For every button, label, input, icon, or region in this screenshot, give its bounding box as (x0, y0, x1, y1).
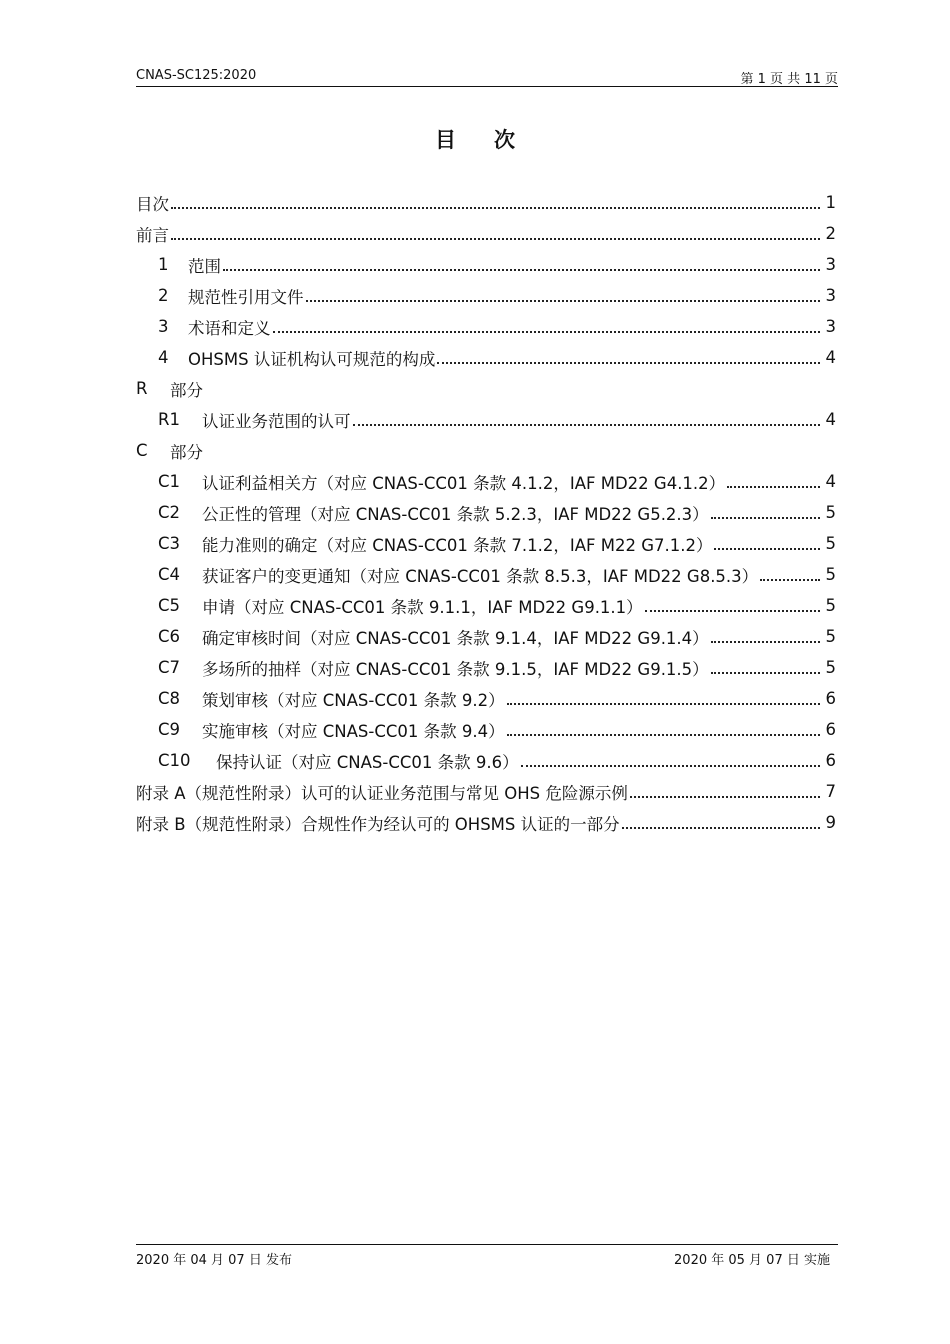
toc-entry-number: C6 (158, 627, 181, 646)
toc-entry-page: 9 (825, 813, 836, 832)
toc-entry-page: 7 (825, 782, 836, 801)
toc-entry-page: 5 (825, 627, 836, 646)
toc-leader-dots (521, 765, 820, 767)
toc-leader-dots (171, 238, 820, 240)
toc-entry[interactable] (136, 652, 836, 683)
toc-entry-label: 认证利益相关方（对应 CNAS-CC01 条款 4.1.2，IAF MD22 G4.1.2） (202, 473, 726, 493)
page-header (136, 66, 838, 87)
toc-entry-page: 3 (825, 317, 836, 336)
toc-entry[interactable] (136, 466, 836, 497)
toc-entry-number: R1 (158, 410, 180, 429)
toc-entry-number: 3 (158, 317, 169, 336)
toc-entry[interactable] (136, 497, 836, 528)
toc-entry-page: 4 (825, 410, 836, 429)
toc-leader-dots (171, 207, 820, 209)
toc-entry-number: C10 (158, 751, 191, 770)
toc-entry[interactable] (136, 776, 836, 807)
toc-entry-label: 公正性的管理（对应 CNAS-CC01 条款 5.2.3，IAF MD22 G5.2.3） (202, 504, 709, 524)
toc-entry-page: 1 (825, 193, 836, 212)
toc-entry-page: 5 (825, 534, 836, 553)
toc-entry-page: 6 (825, 720, 836, 739)
toc-entry-number: C4 (158, 565, 181, 584)
toc-leader-dots (507, 734, 820, 736)
toc-entry-page: 5 (825, 565, 836, 584)
toc-leader-dots (714, 548, 820, 550)
toc-entry-number: C3 (158, 534, 181, 553)
toc-entry-label: 认证业务范围的认可 (202, 411, 351, 431)
toc-entry[interactable] (136, 807, 836, 838)
toc-entry-number: C5 (158, 596, 181, 615)
toc-leader-dots (437, 362, 820, 364)
toc-entry-label: 多场所的抽样（对应 CNAS-CC01 条款 9.1.5，IAF MD22 G9.1.5） (202, 659, 709, 679)
page-info: 第 1 页 共 11 页 (740, 72, 838, 87)
toc-leader-dots (711, 672, 820, 674)
toc-leader-dots (630, 796, 820, 798)
toc-leader-dots (622, 827, 820, 829)
toc-entry-label: 获证客户的变更通知（对应 CNAS-CC01 条款 8.5.3，IAF MD22 G8.5.3） (202, 566, 759, 586)
toc-entry-page: 3 (825, 286, 836, 305)
implement-date: 2020 年 05 月 07 日 实施 (674, 1253, 830, 1268)
toc-entry[interactable] (136, 435, 836, 466)
publish-date: 2020 年 04 月 07 日 发布 (136, 1253, 292, 1268)
toc-leader-dots (223, 269, 820, 271)
toc-entry-label: 目次 (136, 194, 169, 214)
toc-entry-label: 部分 (170, 442, 203, 462)
toc-entry[interactable] (136, 218, 836, 249)
toc-entry-label: 前言 (136, 225, 169, 245)
toc-entry-label: 范围 (188, 256, 221, 276)
toc-leader-dots (711, 641, 820, 643)
toc-entry[interactable] (136, 559, 836, 590)
toc-leader-dots (353, 424, 821, 426)
toc-entry-number: C (136, 441, 148, 460)
toc-entry-number: R (136, 379, 148, 398)
page-title: 目次 (435, 128, 553, 152)
page-footer (136, 1244, 838, 1267)
toc-entry-label: 术语和定义 (188, 318, 271, 338)
toc-entry[interactable] (136, 745, 836, 776)
toc-entry-number: C2 (158, 503, 181, 522)
toc-entry-label: 确定审核时间（对应 CNAS-CC01 条款 9.1.4，IAF MD22 G9.1.4） (202, 628, 709, 648)
toc-entry-page: 5 (825, 596, 836, 615)
toc-entry[interactable] (136, 280, 836, 311)
document-code: CNAS-SC125:2020 (136, 68, 257, 83)
toc-entry-label: 能力准则的确定（对应 CNAS-CC01 条款 7.1.2，IAF M22 G7.1.2） (202, 535, 713, 555)
toc-leader-dots (645, 610, 820, 612)
toc-entry-page: 2 (825, 224, 836, 243)
toc-entry-number: 4 (158, 348, 169, 367)
toc-entry-label: 规范性引用文件 (188, 287, 304, 307)
toc-entry[interactable] (136, 373, 836, 404)
toc-entry-page: 5 (825, 658, 836, 677)
toc-entry[interactable] (136, 683, 836, 714)
toc-entry[interactable] (136, 311, 836, 342)
toc-entry[interactable] (136, 342, 836, 373)
toc-entry[interactable] (136, 404, 836, 435)
toc-entry-label: 附录 B（规范性附录）合规性作为经认可的 OHSMS 认证的一部分 (136, 814, 620, 834)
toc-entry-page: 6 (825, 751, 836, 770)
toc-entry-label: 保持认证（对应 CNAS-CC01 条款 9.6） (216, 752, 519, 772)
toc-entry-page: 4 (825, 472, 836, 491)
toc-entry-number: C9 (158, 720, 181, 739)
toc-entry-label: 部分 (170, 380, 203, 400)
toc-entry-label: 附录 A（规范性附录）认可的认证业务范围与常见 OHS 危险源示例 (136, 783, 628, 803)
toc-entry-number: C7 (158, 658, 181, 677)
toc-entry-label: OHSMS 认证机构认可规范的构成 (188, 349, 436, 369)
toc-entry-number: 1 (158, 255, 169, 274)
toc-entry-label: 实施审核（对应 CNAS-CC01 条款 9.4） (202, 721, 505, 741)
toc-entry-page: 5 (825, 503, 836, 522)
toc-entry[interactable] (136, 590, 836, 621)
toc-entry-page: 4 (825, 348, 836, 367)
toc-entry-number: C1 (158, 472, 181, 491)
toc-entry[interactable] (136, 714, 836, 745)
toc-entry[interactable] (136, 187, 836, 218)
toc-entry-label: 策划审核（对应 CNAS-CC01 条款 9.2） (202, 690, 505, 710)
toc-leader-dots (507, 703, 820, 705)
toc-entry[interactable] (136, 528, 836, 559)
toc-leader-dots (711, 517, 820, 519)
toc-entry[interactable] (136, 621, 836, 652)
toc-leader-dots (306, 300, 821, 302)
toc-entry-label: 申请（对应 CNAS-CC01 条款 9.1.1，IAF MD22 G9.1.1） (202, 597, 643, 617)
toc-entry-page: 6 (825, 689, 836, 708)
toc-leader-dots (273, 331, 821, 333)
toc-entry-number: C8 (158, 689, 181, 708)
toc-entry[interactable] (136, 249, 836, 280)
toc-entry-page: 3 (825, 255, 836, 274)
toc-leader-dots (760, 579, 820, 581)
toc-entry-number: 2 (158, 286, 169, 305)
toc-leader-dots (727, 486, 820, 488)
table-of-contents (136, 187, 836, 838)
